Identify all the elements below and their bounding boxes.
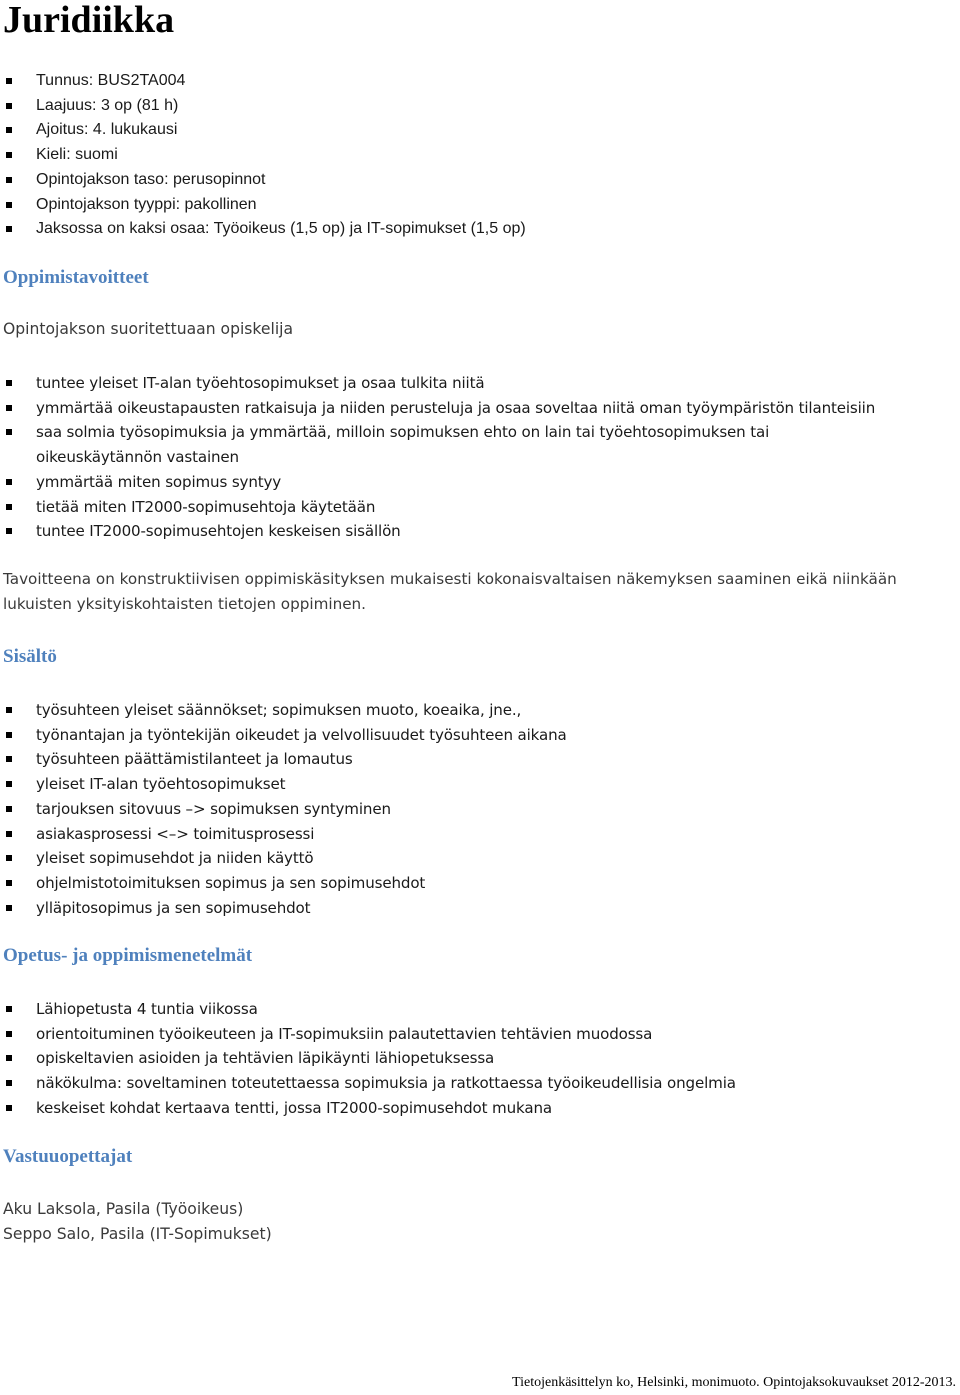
list-item: tietää miten IT2000-sopimusehtoja käytetään [36,495,875,520]
bullet-icon [6,380,12,386]
list-item: keskeiset kohdat kertaava tentti, jossa IT2000-sopimusehdot mukana [36,1096,736,1121]
list-item: Tunnus: BUS2TA004 [36,69,526,94]
list-item: ymmärtää oikeustapausten ratkaisuja ja niiden perusteluja ja osaa soveltaa niitä oman työympäristön tilanteisiin [36,396,875,421]
bullet-icon [6,1105,12,1111]
list-item: yleiset sopimusehdot ja niiden käyttö [36,846,567,871]
bullet-icon [6,806,12,812]
list-item: Jaksossa on kaksi osaa: Työoikeus (1,5 op) ja IT-sopimukset (1,5 op) [36,217,526,242]
list-item: Lähiopetusta 4 tuntia viikossa [36,997,736,1022]
methods-list [36,997,736,1121]
list-item: tarjouksen sitovuus –> sopimuksen syntyminen [36,797,567,822]
list-item: työsuhteen yleiset säännökset; sopimuksen muoto, koeaika, jne., [36,698,567,723]
bullet-icon [6,707,12,713]
list-item: orientoituminen työoikeuteen ja IT-sopimuksiin palautettavien tehtävien muodossa [36,1022,736,1047]
bullet-icon [6,177,12,183]
bullet-icon [6,479,12,485]
bullet-icon [6,880,12,886]
objectives-summary: Tavoitteena on konstruktiivisen oppimiskäsityksen mukaisesti kokonaisvaltaisen näkemyksen saaminen eikä niinkään lukuisten yksityiskohtaisten tietojen oppiminen. [3,570,897,613]
content-list [36,698,567,920]
bullet-icon [6,855,12,861]
list-item: ylläpitosopimus ja sen sopimusehdot [36,896,567,921]
methods-heading: Opetus- ja oppimismenetelmät [3,945,253,966]
list-item: näkökulma: soveltaminen toteutettaessa sopimuksia ja ratkottaessa työoikeudellisia ongelmia [36,1071,736,1096]
list-item: tuntee yleiset IT-alan työehtosopimukset ja osaa tulkita niitä [36,371,875,396]
bullet-icon [6,528,12,534]
bullet-icon [6,78,12,84]
page-title: Juridiikka [3,0,175,41]
list-item: Opintojakson taso: perusopinnot [36,168,526,193]
bullet-icon [6,202,12,208]
bullet-icon [6,1006,12,1012]
list-item: saa solmia työsopimuksia ja ymmärtää, milloin sopimuksen ehto on lain tai työehtosopimuksen tai oikeuskäytännön vastainen [36,420,866,469]
list-item: työnantajan ja työntekijän oikeudet ja velvollisuudet työsuhteen aikana [36,723,567,748]
bullet-icon [6,152,12,158]
page-footer: Tietojenkäsittelyn ko, Helsinki, monimuoto. Opintojaksokuvaukset 2012-2013. [512,1375,956,1390]
bullet-icon [6,103,12,109]
teachers-heading: Vastuuopettajat [3,1146,133,1167]
bullet-icon [6,127,12,133]
list-item: opiskeltavien asioiden ja tehtävien läpikäynti lähiopetuksessa [36,1046,736,1071]
bullet-icon [6,1031,12,1037]
list-item: Ajoitus: 4. lukukausi [36,118,526,143]
list-item: ohjelmistotoimituksen sopimus ja sen sopimusehdot [36,871,567,896]
bullet-icon [6,429,12,435]
objectives-heading: Oppimistavoitteet [3,267,149,288]
bullet-icon [6,756,12,762]
list-item: yleiset IT-alan työehtosopimukset [36,772,567,797]
bullet-icon [6,831,12,837]
bullet-icon [6,226,12,232]
list-item: Opintojakson tyyppi: pakollinen [36,193,526,218]
bullet-icon [6,504,12,510]
course-info-list [36,69,526,242]
list-item: työsuhteen päättämistilanteet ja lomautus [36,747,567,772]
content-heading: Sisältö [3,646,57,667]
bullet-icon [6,1055,12,1061]
objectives-intro: Opintojakson suoritettuaan opiskelija [3,320,294,338]
objectives-list [36,371,875,544]
teacher-name: Seppo Salo, Pasila (IT-Sopimukset) [3,1225,272,1243]
list-item: Kieli: suomi [36,143,526,168]
bullet-icon [6,732,12,738]
list-item: asiakasprosessi <–> toimitusprosessi [36,822,567,847]
list-item: ymmärtää miten sopimus syntyy [36,470,875,495]
bullet-icon [6,905,12,911]
list-item: tuntee IT2000-sopimusehtojen keskeisen sisällön [36,519,875,544]
teacher-name: Aku Laksola, Pasila (Työoikeus) [3,1200,244,1218]
bullet-icon [6,1080,12,1086]
bullet-icon [6,405,12,411]
list-item: Laajuus: 3 op (81 h) [36,94,526,119]
bullet-icon [6,781,12,787]
